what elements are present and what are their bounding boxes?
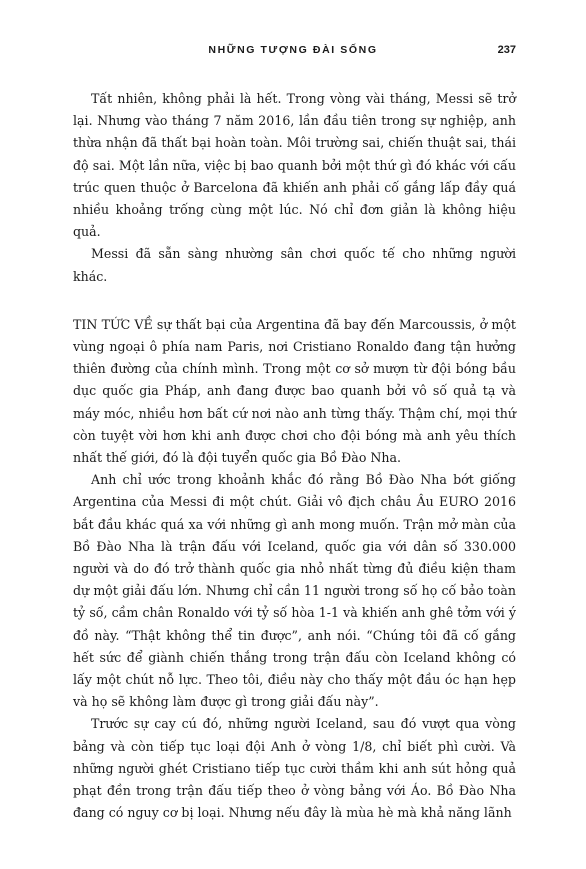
paragraph: Tất nhiên, không phải là hết. Trong vòng vài tháng, Messi sẽ trở lại. Nhưng vào tháng 7 năm 2016, lần đầu tiên trong sự nghiệp, anh thừa nhận đã thất bại hoàn toàn. Môi trường sai, chiến thuật sai, thái độ sai. Một lần nữa, việc bị bao quanh bởi một thứ gì đó khác với cấu trúc quen thuộc ở Barcelona đã khiến anh phải cố gắng lấp đầy quá nhiều khoảng trống cùng một lúc. Nó chỉ đơn giản là không hiệu quả. <box>73 91 516 240</box>
paragraph: Messi đã sẵn sàng nhường sân chơi quốc tế cho những người khác. <box>73 246 516 284</box>
section-opening-paragraph: TIN TỨC VỀ sự thất bại của Argentina đã bay đến Marcoussis, ở một vùng ngoại ô phía nam Paris, nơi Cristiano Ronaldo đang tận hưởng thiên đường của chính mình. Trong một cơ sở mượn từ đội bóng bầu dục quốc gia Pháp, anh đang được bao quanh bởi vô số quả tạ và máy móc, nhiều hơn bất cứ nơi nào anh từng thấy. Thậm chí, mọi thứ còn tuyệt vời hơn khi anh được chơi cho đội bóng mà anh yêu thích nhất thế giới, đó là đội tuyển quốc gia Bồ Đào Nha. <box>73 316 516 466</box>
page-number: 237 <box>497 44 516 56</box>
paragraph: Anh chỉ ước trong khoảnh khắc đó rằng Bồ Đào Nha bớt giống Argentina của Messi đi một chút. Giải vô địch châu Âu EURO 2016 bắt đầu khác quá xa với những gì anh mong muốn. Trận mở màn của Bồ Đào Nha là trận đấu với Iceland, quốc gia với dân số 330.000 người và do đó trở thành quốc gia nhỏ nhất từng đủ điều kiện tham dự một giải đấu lớn. Nhưng chỉ cần 11 người trong số họ cố bảo toàn tỷ số, cầm chân Ronaldo với tỷ số hòa 1-1 và khiến anh ghê tởm với ý đồ này. “Thật không thể tin được”, anh nói. “Chúng tôi đã cố gắng hết sức để giành chiến thắng trong trận đấu còn Iceland không có lấy một chút nỗ lực. Theo tôi, điều này cho thấy một đầu óc hạn hẹp và họ sẽ không làm được gì trong giải đấu này”. <box>73 472 516 710</box>
section-break <box>73 288 516 314</box>
page-header <box>0 44 586 64</box>
paragraph: Trước sự cay cú đó, những người Iceland, sau đó vượt qua vòng bảng và còn tiếp tục loại đội Anh ở vòng 1/8, chỉ biết phì cười. Và những người ghét Cristiano tiếp tục cười thầm khi anh sút hỏng quả phạt đền trong trận đấu tiếp theo ở vòng bảng với Áo. Bồ Đào Nha đang có nguy cơ bị loại. Nhưng nếu đây là mùa hè mà khả năng lãnh <box>73 716 516 821</box>
page-body <box>73 88 516 825</box>
running-title: NHỮNG TƯỢNG ĐÀI SỐNG <box>208 44 378 56</box>
